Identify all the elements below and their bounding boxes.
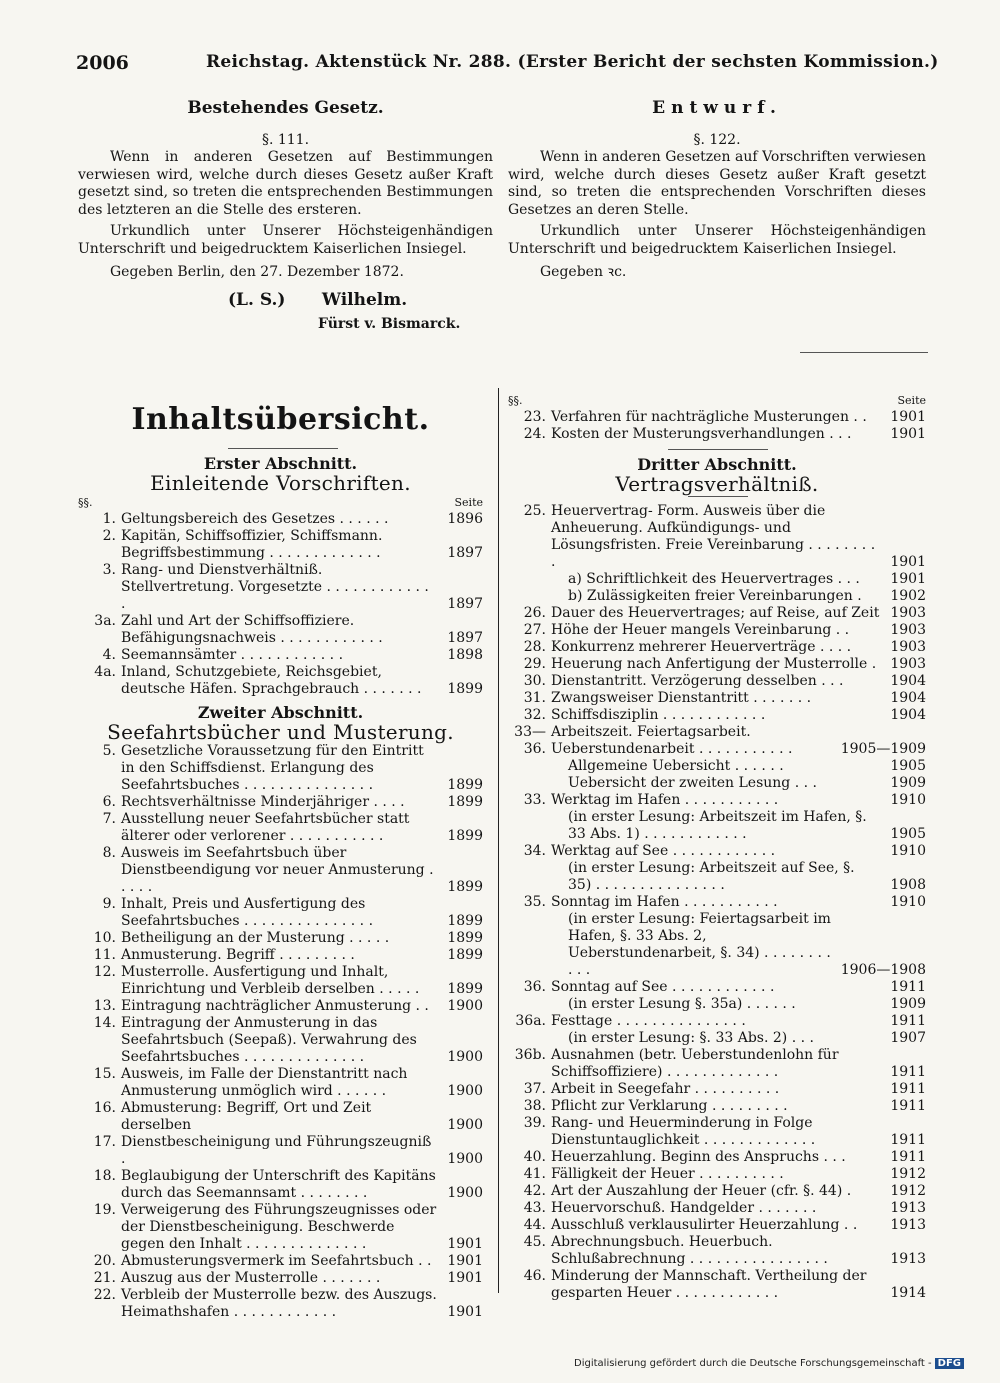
toc-entry-title: b) Zulässigkeiten freier Vereinbarungen . [568, 588, 862, 604]
toc-entry [508, 605, 926, 622]
toc-entry-page: 1899 [447, 981, 483, 997]
toc-entry [78, 1168, 483, 1202]
chapter-title: Seefahrtsbücher und Musterung. [107, 720, 454, 744]
toc-entry-number: 15. [93, 1066, 116, 1082]
chapter-rule [688, 496, 748, 497]
toc-entry [78, 964, 483, 998]
toc-entry-number: 19. [93, 1202, 116, 1218]
existing-paragraph-2: Urkundlich unter Unserer Höchsteigenhändigen Unterschrift und beigedrucktem Kaiserlichen Insiegel. [78, 223, 493, 257]
toc-entry-title: Verbleib der Musterrolle bezw. des Auszugs. Heimathshafen . . . . . . . . . . . . [121, 1287, 437, 1320]
toc-entry [508, 707, 926, 724]
toc-entry-page: 1913 [890, 1217, 926, 1233]
toc-entry-page: 1899 [447, 794, 483, 810]
toc-entry-number: 4a. [94, 664, 116, 680]
toc-entry-page: 1911 [890, 1132, 926, 1148]
toc-entry-page: 1903 [890, 605, 926, 621]
toc-entry [508, 894, 926, 911]
toc-entry-page: 1909 [890, 996, 926, 1012]
separator-rule [800, 352, 928, 353]
toc-entry-title: Kapitän, Schiffsoffizier, Schiffsmann. Begriffsbestimmung . . . . . . . . . . . . . [121, 528, 383, 561]
toc-entry-title: Minderung der Mannschaft. Vertheilung der gesparten Heuer . . . . . . . . . . . . [551, 1268, 867, 1301]
toc-entry [508, 1047, 926, 1081]
toc-entry [508, 1081, 926, 1098]
toc-entry-title: Heuervertrag- Form. Ausweis über die Anheuerung. Aufkündigungs- und Lösungsfristen. Freie Vereinbarung . . . . . . . . . [551, 503, 876, 570]
toc-entry-page: 1905 [890, 826, 926, 842]
draft-section-number: §. 122. [693, 131, 741, 148]
toc-entry-page: 1898 [447, 647, 483, 663]
toc-entry [78, 511, 483, 528]
toc-entry-title: (in erster Lesung: §. 33 Abs. 2) . . . [568, 1030, 814, 1046]
toc-entry-title: (in erster Lesung: Feiertagsarbeit im Hafen, §. 33 Abs. 2, Ueberstundenarbeit, §. 34) . . . . . . . . . . . [568, 911, 831, 978]
toc-entry-title: Rechtsverhältnisse Minderjähriger . . . . [121, 794, 405, 810]
toc-entry-page: 1900 [447, 998, 483, 1014]
toc-entry-number: 28. [523, 639, 546, 655]
page-number: 2006 [76, 52, 129, 74]
toc-entry [508, 1115, 926, 1149]
toc-title: Inhaltsübersicht. [131, 402, 430, 437]
toc-entry-title: Inhalt, Preis und Ausfertigung des Seefahrtsbuches . . . . . . . . . . . . . . . [121, 896, 374, 929]
toc-entry-title: Werktag auf See . . . . . . . . . . . . [551, 843, 776, 859]
toc-entry-page: 1904 [890, 707, 926, 723]
toc-entry-number: 2. [102, 528, 116, 544]
toc-entry-title: Abrechnungsbuch. Heuerbuch. Schlußabrechnung . . . . . . . . . . . . . . . . [551, 1234, 828, 1267]
dfg-logo: DFG [935, 1358, 964, 1369]
toc-entry-page: 1900 [447, 1185, 483, 1201]
toc-entry-page: 1901 [890, 409, 926, 425]
chapter-title: Einleitende Vorschriften. [150, 471, 411, 495]
toc-entry [78, 998, 483, 1015]
toc-entry-title: Ausstellung neuer Seefahrtsbücher statt älterer oder verlorener . . . . . . . . . . . [121, 811, 410, 844]
toc-entry-number: 23. [523, 409, 546, 425]
toc-entry-page: 1901 [447, 1270, 483, 1286]
toc-entry-title: Auszug aus der Musterrolle . . . . . . . [121, 1270, 381, 1286]
toc-entry-page: 1911 [890, 1098, 926, 1114]
toc-entry-number: 37. [523, 1081, 546, 1097]
toc-entry-number: 43. [523, 1200, 546, 1216]
toc-entry-page: 1911 [890, 1149, 926, 1165]
running-header [76, 52, 946, 80]
toc-entry-title: Seemannsämter . . . . . . . . . . . . [121, 647, 344, 663]
toc-entry-page: 1913 [890, 1251, 926, 1267]
toc-entry [508, 979, 926, 996]
toc-entry-title: Werktag im Hafen . . . . . . . . . . . [551, 792, 779, 808]
existing-paragraph-1: Wenn in anderen Gesetzen auf Bestimmungen verwiesen wird, welche durch dieses Gesetz außer Kraft gesetzt sind, so treten die entsprechenden Bestimmungen des letzteren an die Stelle des ersteren. [78, 149, 493, 218]
existing-given-line: Gegeben Berlin, den 27. Dezember 1872. [110, 264, 404, 280]
section-heading: Erster Abschnitt. [203, 454, 358, 473]
toc-entry-number: 25. [523, 503, 546, 519]
toc-right-top-entries [508, 409, 926, 443]
toc-entry-page: 1908 [890, 877, 926, 893]
toc-entry-number: 22. [93, 1287, 116, 1303]
toc-entry-number: 45. [523, 1234, 546, 1250]
toc-entry-page: 1902 [890, 588, 926, 604]
toc-subentry [508, 588, 926, 605]
toc-entry-number: 20. [93, 1253, 116, 1269]
toc-subentry [508, 996, 926, 1013]
toc-entry [508, 1234, 926, 1268]
toc-entry-number: 29. [523, 656, 546, 672]
toc-entry-title: Arbeit in Seegefahr . . . . . . . . . . [551, 1081, 780, 1097]
toc-entry-number: 35. [523, 894, 546, 910]
toc-entry [508, 426, 926, 443]
toc-entry-number: 36. [523, 979, 546, 995]
existing-law-column [78, 100, 493, 334]
toc-entry-title: Rang- und Dienstverhältniß. Stellvertretung. Vorgesetzte . . . . . . . . . . . . . [121, 562, 429, 612]
toc-entry [78, 896, 483, 930]
toc-right-column [508, 392, 926, 1302]
toc-entry-number: 18. [93, 1168, 116, 1184]
toc-entry-number: 26. [523, 605, 546, 621]
toc-entry-page: 1912 [890, 1183, 926, 1199]
toc-entry-title: Dienstantritt. Verzögerung desselben . . . [551, 673, 844, 689]
existing-law-title: Bestehendes Gesetz. [187, 98, 384, 118]
toc-entry-title: Heuerzahlung. Beginn des Anspruchs . . . [551, 1149, 846, 1165]
toc-entry-page: 1912 [890, 1166, 926, 1182]
toc-entry-page: 1899 [447, 828, 483, 844]
toc-entry-title: Dienstbescheinigung und Führungszeugniß . [121, 1134, 432, 1167]
toc-entry [508, 690, 926, 707]
toc-entry [78, 947, 483, 964]
toc-entry-page: 1903 [890, 622, 926, 638]
page-column-label: Seite [454, 496, 483, 509]
toc-entry-number: 30. [523, 673, 546, 689]
toc-entry-number: 40. [523, 1149, 546, 1165]
column-divider [498, 388, 499, 1293]
toc-entry-number: 7. [102, 811, 116, 827]
toc-entry [78, 811, 483, 845]
toc-entry-page: 1903 [890, 656, 926, 672]
toc-entry-title: Zwangsweiser Dienstantritt . . . . . . . [551, 690, 812, 706]
toc-entry-title: Musterrolle. Ausfertigung und Inhalt, Einrichtung und Verbleib derselben . . . . . [121, 964, 420, 997]
toc-entry [508, 409, 926, 426]
toc-entry-page: 1900 [447, 1151, 483, 1167]
toc-entry-title: Zahl und Art der Schiffsoffiziere. Befähigungsnachweis . . . . . . . . . . . . [121, 613, 383, 646]
toc-entry-title: (in erster Lesung: Arbeitszeit auf See, §. 35) . . . . . . . . . . . . . . . [568, 860, 855, 893]
toc-entry-title: Sonntag auf See . . . . . . . . . . . . [551, 979, 775, 995]
toc-entry-page: 1907 [890, 1030, 926, 1046]
toc-entry [508, 1200, 926, 1217]
toc-entry-title: Verfahren für nachträgliche Musterungen . . [551, 409, 867, 425]
toc-entry-page: 1897 [447, 596, 483, 612]
toc-entry-title: Schiffsdisziplin . . . . . . . . . . . . [551, 707, 766, 723]
para-column-label: §§. [78, 496, 93, 509]
toc-entry [78, 528, 483, 562]
toc-subentry [508, 911, 926, 979]
toc-entry [508, 622, 926, 639]
toc-entry-number: 11. [93, 947, 116, 963]
toc-entry-title: Sonntag im Hafen . . . . . . . . . . . [551, 894, 778, 910]
toc-entry-number: 33. [523, 792, 546, 808]
toc-subentry [508, 775, 926, 792]
toc-entry-number: 21. [93, 1270, 116, 1286]
toc-entry-number: 24. [523, 426, 546, 442]
toc-entry-page: 1905 [890, 758, 926, 774]
toc-entry-title: Ausschluß verklausulirter Heuerzahlung . . [551, 1217, 858, 1233]
toc-entry-page: 1899 [447, 777, 483, 793]
toc-left-sections [78, 455, 483, 1321]
toc-entry-number: 13. [93, 998, 116, 1014]
toc-entry-title: (in erster Lesung: Arbeitszeit im Hafen, §. 33 Abs. 1) . . . . . . . . . . . . [568, 809, 867, 842]
toc-entry-number: 42. [523, 1183, 546, 1199]
toc-entry-page: 1911 [890, 1081, 926, 1097]
digitization-credit [574, 1358, 964, 1369]
toc-entry [78, 1066, 483, 1100]
toc-entry [508, 503, 926, 571]
toc-entry-number: 6. [102, 794, 116, 810]
toc-entry-page: 1900 [447, 1083, 483, 1099]
toc-entry-title: Dauer des Heuervertrages; auf Reise, auf Zeit [551, 605, 880, 621]
title-rule [228, 448, 338, 449]
toc-entry-page: 1896 [447, 511, 483, 527]
draft-given-line: Gegeben ꝛc. [540, 264, 627, 280]
toc-entry-page: 1899 [447, 930, 483, 946]
toc-entry [78, 1100, 483, 1134]
toc-entry-number: 12. [93, 964, 116, 980]
toc-entry-number: 1. [102, 511, 116, 527]
toc-entry [78, 930, 483, 947]
toc-entry [78, 845, 483, 896]
toc-entry-number: 4. [102, 647, 116, 663]
toc-entry [508, 1268, 926, 1302]
toc-entry-title: Gesetzliche Voraussetzung für den Eintritt in den Schiffsdienst. Erlangung des Seefahrtsbuches . . . . . . . . . . . . . . . [121, 743, 424, 793]
toc-entry [78, 664, 483, 698]
toc-entry-page: 1897 [447, 630, 483, 646]
toc-entry-title: Festtage . . . . . . . . . . . . . . . [551, 1013, 746, 1029]
toc-entry-title: Kosten der Musterungsverhandlungen . . . [551, 426, 852, 442]
toc-entry-page: 1911 [890, 1013, 926, 1029]
toc-entry-title: Geltungsbereich des Gesetzes . . . . . . [121, 511, 389, 527]
toc-entry [78, 1287, 483, 1321]
toc-entry-title: Heuerung nach Anfertigung der Musterrolle . [551, 656, 877, 672]
existing-section-number: §. 111. [261, 131, 310, 148]
toc-entry-number: 39. [523, 1115, 546, 1131]
toc-entry-title: Art der Auszahlung der Heuer (cfr. §. 44) . [551, 1183, 852, 1199]
toc-entry-page: 1901 [890, 554, 926, 570]
toc-entry-page: 1901 [890, 571, 926, 587]
toc-entry-title: Beglaubigung der Unterschrift des Kapitäns durch das Seemannsamt . . . . . . . . [121, 1168, 436, 1201]
draft-law-title: Entwurf. [652, 98, 782, 118]
signature: Wilhelm. [321, 289, 408, 310]
toc-entry-number: 17. [93, 1134, 116, 1150]
toc-entry-number: 44. [523, 1217, 546, 1233]
toc-entry-page: 1914 [890, 1285, 926, 1301]
toc-entry-title: Ausnahmen (betr. Ueberstundenlohn für Schiffsoffiziere) . . . . . . . . . . . . . [551, 1047, 839, 1080]
toc-entry [78, 562, 483, 613]
toc-entry-page: 1901 [890, 426, 926, 442]
toc-entry [78, 1015, 483, 1066]
draft-law-column [508, 100, 926, 282]
toc-right-entries [508, 503, 926, 1302]
toc-entry [78, 1202, 483, 1253]
toc-entry-page: 1900 [447, 1049, 483, 1065]
toc-subentry [508, 571, 926, 588]
toc-entry-page: 1899 [447, 879, 483, 895]
toc-entry-number: 31. [523, 690, 546, 706]
toc-entry [508, 673, 926, 690]
toc-entry [508, 1098, 926, 1115]
toc-entry-number: 3. [102, 562, 116, 578]
countersignature: Fürst v. Bismarck. [318, 316, 461, 332]
seal-mark: (L. S.) [228, 289, 286, 310]
toc-entry-number: 5. [102, 743, 116, 759]
toc-entry [508, 1183, 926, 1200]
toc-subentry [508, 860, 926, 894]
toc-entry-number: 34. [523, 843, 546, 859]
para-column-label: §§. [508, 394, 523, 407]
toc-entry-page: 1909 [890, 775, 926, 791]
section-heading: Zweiter Abschnitt. [197, 703, 364, 722]
toc-entry-page: 1913 [890, 1200, 926, 1216]
toc-entry [78, 1134, 483, 1168]
toc-entry-page: 1904 [890, 673, 926, 689]
toc-entry [78, 647, 483, 664]
toc-entry-title: Anmusterung. Begriff . . . . . . . . . [121, 947, 355, 963]
toc-entry [78, 743, 483, 794]
toc-entry-page: 1901 [447, 1236, 483, 1252]
toc-entry-title: (in erster Lesung §. 35a) . . . . . . [568, 996, 796, 1012]
toc-entry-page: 1899 [447, 913, 483, 929]
toc-entry [78, 1270, 483, 1287]
toc-entry-number: 10. [93, 930, 116, 946]
toc-entry-number: 46. [523, 1268, 546, 1284]
toc-entry-number: 36a. [515, 1013, 546, 1029]
toc-entry-number: 9. [102, 896, 116, 912]
toc-entry [508, 1013, 926, 1030]
toc-entry-page: 1910 [890, 792, 926, 808]
toc-entry [508, 724, 926, 758]
toc-entry-number: 16. [93, 1100, 116, 1116]
toc-entry-number: 14. [93, 1015, 116, 1031]
credit-text: Digitalisierung gefördert durch die Deutsche Forschungsgemeinschaft - [574, 1358, 932, 1369]
toc-subentry [508, 809, 926, 843]
section-rule [668, 449, 768, 450]
toc-subentry [508, 1030, 926, 1047]
toc-entry-number: 38. [523, 1098, 546, 1114]
toc-subentry [508, 758, 926, 775]
toc-entry-title: Ausweis, im Falle der Dienstantritt nach Anmusterung unmöglich wird . . . . . . [121, 1066, 408, 1099]
toc-entry-number: 27. [523, 622, 546, 638]
toc-entry [78, 794, 483, 811]
toc-entry-page: 1899 [447, 947, 483, 963]
toc-entry-title: Allgemeine Uebersicht . . . . . . [568, 758, 784, 774]
toc-entry-number: 8. [102, 845, 116, 861]
chapter-title-3: Vertragsverhältniß. [615, 472, 819, 496]
toc-entry-page: 1903 [890, 639, 926, 655]
running-title: Reichstag. Aktenstück Nr. 288. (Erster Bericht der sechsten Kommission.) [206, 52, 939, 72]
toc-entry-page: 1899 [447, 681, 483, 697]
toc-entry-title: Pflicht zur Verklarung . . . . . . . . . [551, 1098, 788, 1114]
toc-entry-page: 1901 [447, 1304, 483, 1320]
toc-entry-title: Ausweis im Seefahrtsbuch über Dienstbeendigung vor neuer Anmusterung . . . . . [121, 845, 434, 895]
toc-entry-page: 1900 [447, 1117, 483, 1133]
toc-entry-title: Arbeitszeit. Feiertagsarbeit. Ueberstundenarbeit . . . . . . . . . . . [551, 724, 793, 757]
toc-entry-page: 1904 [890, 690, 926, 706]
toc-entry-page: 1911 [890, 979, 926, 995]
toc-entry-title: Fälligkeit der Heuer . . . . . . . . . . [551, 1166, 784, 1182]
toc-entry [508, 843, 926, 860]
toc-entry [508, 1149, 926, 1166]
draft-paragraph-1: Wenn in anderen Gesetzen auf Vorschriften verwiesen wird, welche durch dieses Gesetz außer Kraft gesetzt sind, so treten die entsprechenden Vorschriften dieses Gesetzes an deren Stelle. [508, 149, 926, 218]
toc-entry [508, 1166, 926, 1183]
toc-entry-page: 1901 [447, 1253, 483, 1269]
toc-entry [508, 656, 926, 673]
toc-entry-page: 1906—1908 [840, 962, 926, 978]
toc-entry [78, 613, 483, 647]
toc-entry-title: Konkurrenz mehrerer Heuerverträge . . . . [551, 639, 852, 655]
toc-entry [508, 1217, 926, 1234]
toc-entry-title: Eintragung der Anmusterung in das Seefahrtsbuch (Seepaß). Verwahrung des Seefahrtsbuches . . . . . . . . . . . . . . [121, 1015, 417, 1065]
toc-entry-title: Uebersicht der zweiten Lesung . . . [568, 775, 817, 791]
toc-entry-title: Verweigerung des Führungszeugnisses oder der Dienstbescheinigung. Beschwerde gegen den Inhalt . . . . . . . . . . . . . . [121, 1202, 437, 1252]
toc-entry-title: Eintragung nachträglicher Anmusterung . . [121, 998, 429, 1014]
page-column-label: Seite [897, 394, 926, 407]
toc-left-column [78, 398, 483, 1321]
toc-entry-number: 3a. [94, 613, 116, 629]
toc-entry-title: Abmusterungsvermerk im Seefahrtsbuch . . [121, 1253, 432, 1269]
toc-entry-number: 33—36. [514, 724, 546, 757]
toc-entry-number: 36b. [514, 1047, 546, 1063]
toc-entry-title: Heuervorschuß. Handgelder . . . . . . . [551, 1200, 817, 1216]
toc-entry [508, 792, 926, 809]
toc-entry-title: Betheiligung an der Musterung . . . . . [121, 930, 390, 946]
toc-entry [508, 639, 926, 656]
toc-entry-page: 1910 [890, 843, 926, 859]
toc-entry-number: 41. [523, 1166, 546, 1182]
toc-entry-title: a) Schriftlichkeit des Heuervertrages . . . [568, 571, 860, 587]
section-heading-3: Dritter Abschnitt. [637, 455, 797, 474]
toc-entry-title: Rang- und Heuerminderung in Folge Dienstuntauglichkeit . . . . . . . . . . . . . [551, 1115, 816, 1148]
toc-entry-title: Abmusterung: Begriff, Ort und Zeit derselben [121, 1100, 372, 1133]
toc-entry-page: 1905—1909 [840, 741, 926, 757]
toc-entry-number: 32. [523, 707, 546, 723]
toc-entry [78, 1253, 483, 1270]
toc-entry-title: Inland, Schutzgebiete, Reichsgebiet, deutsche Häfen. Sprachgebrauch . . . . . . . [121, 664, 422, 697]
draft-paragraph-2: Urkundlich unter Unserer Höchsteigenhändigen Unterschrift und beigedrucktem Kaiserlichen Insiegel. [508, 223, 926, 257]
toc-entry-title: Höhe der Heuer mangels Vereinbarung . . [551, 622, 850, 638]
toc-entry-page: 1897 [447, 545, 483, 561]
toc-entry-page: 1910 [890, 894, 926, 910]
toc-entry-page: 1911 [890, 1064, 926, 1080]
